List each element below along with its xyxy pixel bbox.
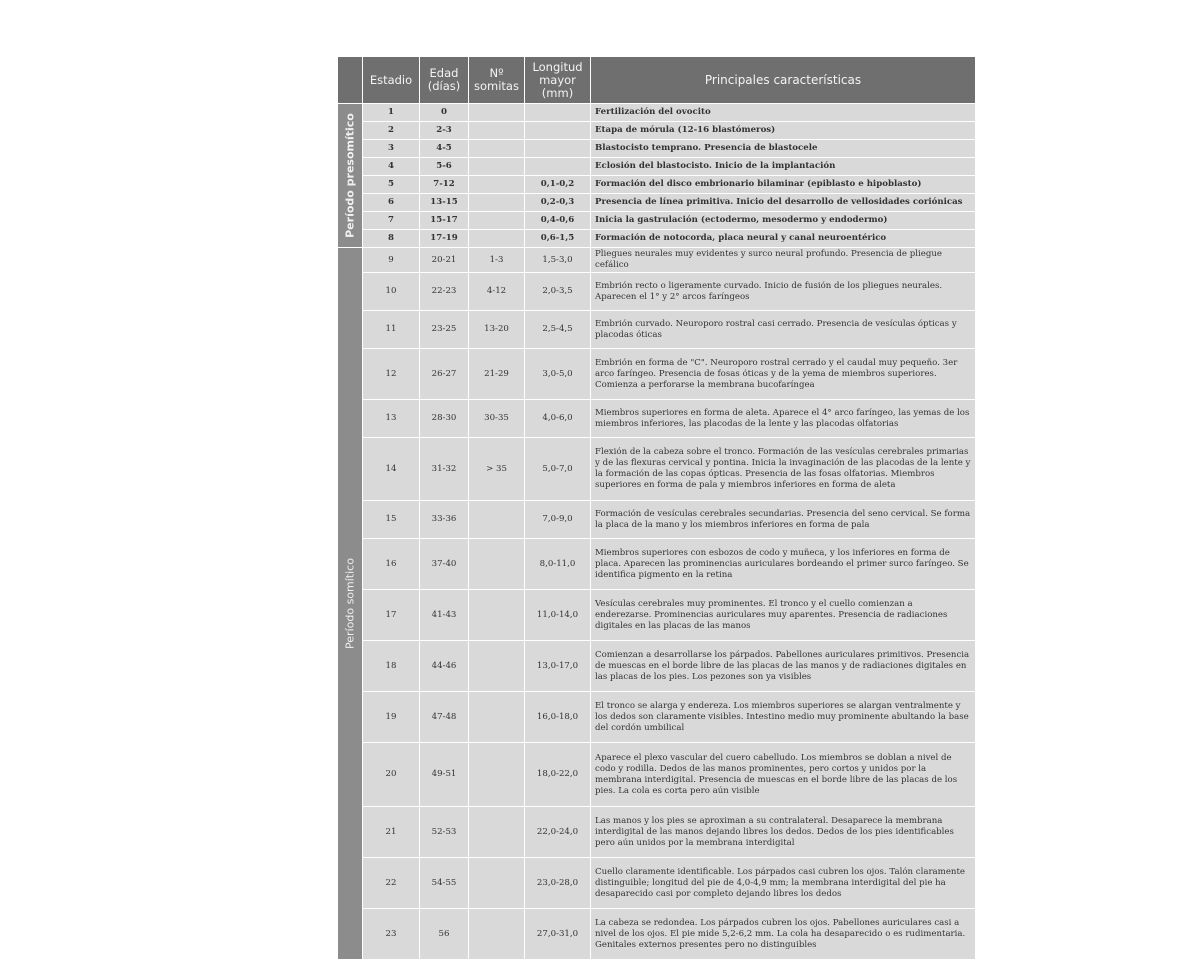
period-label-text: Período somítico <box>343 558 357 649</box>
cell-length: 27,0-31,0 <box>525 909 591 960</box>
cell-length <box>525 158 591 176</box>
cell-features: Cuello claramente identificable. Los párpados casi cubren los ojos. Talón claramente distinguible; longitud del pie de 4,0-4,9 mm; la membrana interdigital del pie ha desaparecido casi por completo dejando libres los dedos <box>591 858 976 909</box>
table-row <box>338 692 976 743</box>
cell-age: 49-51 <box>420 743 469 807</box>
header-length: Longitud mayor (mm) <box>525 57 591 104</box>
table-row <box>338 807 976 858</box>
cell-stage: 15 <box>363 501 420 539</box>
cell-somites <box>469 501 525 539</box>
table-row <box>338 438 976 501</box>
cell-stage: 22 <box>363 858 420 909</box>
cell-length: 7,0-9,0 <box>525 501 591 539</box>
cell-stage: 4 <box>363 158 420 176</box>
cell-length: 2,0-3,5 <box>525 273 591 311</box>
cell-features: Miembros superiores con esbozos de codo y muñeca, y los inferiores en forma de placa. Aparecen las prominencias auriculares bordeando el primer surco faríngeo. Se identifica pigmento en la retina <box>591 539 976 590</box>
period-somitic-label <box>338 248 363 960</box>
cell-age: 0 <box>420 104 469 122</box>
cell-length: 8,0-11,0 <box>525 539 591 590</box>
cell-age: 33-36 <box>420 501 469 539</box>
table-row <box>338 311 976 349</box>
cell-stage: 1 <box>363 104 420 122</box>
cell-features: Formación de vesículas cerebrales secundarias. Presencia del seno cervical. Se forma la placa de la mano y los miembros inferiores en forma de pala <box>591 501 976 539</box>
cell-somites <box>469 230 525 248</box>
header-somites: Nº somitas <box>469 57 525 104</box>
cell-age: 4-5 <box>420 140 469 158</box>
cell-somites: 13-20 <box>469 311 525 349</box>
cell-age: 44-46 <box>420 641 469 692</box>
table-row <box>338 743 976 807</box>
cell-stage: 14 <box>363 438 420 501</box>
cell-age: 52-53 <box>420 807 469 858</box>
header-corner <box>338 57 363 104</box>
cell-length: 13,0-17,0 <box>525 641 591 692</box>
cell-length: 2,5-4,5 <box>525 311 591 349</box>
cell-stage: 5 <box>363 176 420 194</box>
table-row <box>338 349 976 400</box>
cell-somites <box>469 641 525 692</box>
cell-features: Aparece el plexo vascular del cuero cabelludo. Los miembros se doblan a nivel de codo y rodilla. Dedos de las manos prominentes, pero cortos y unidos por la membrana interdigital. Presencia de muescas en el borde libre de las placas de los pies. La cola es corta pero aún visible <box>591 743 976 807</box>
cell-somites <box>469 158 525 176</box>
table-row <box>338 539 976 590</box>
cell-age: 56 <box>420 909 469 960</box>
cell-stage: 7 <box>363 212 420 230</box>
cell-features: Blastocisto temprano. Presencia de blastocele <box>591 140 976 158</box>
cell-features: Formación del disco embrionario bilaminar (epiblasto e hipoblasto) <box>591 176 976 194</box>
cell-features: Embrión curvado. Neuroporo rostral casi cerrado. Presencia de vesículas ópticas y placodas óticas <box>591 311 976 349</box>
cell-age: 22-23 <box>420 273 469 311</box>
cell-somites <box>469 858 525 909</box>
table-row <box>338 104 976 122</box>
cell-stage: 6 <box>363 194 420 212</box>
cell-age: 47-48 <box>420 692 469 743</box>
cell-somites <box>469 194 525 212</box>
cell-features: Vesículas cerebrales muy prominentes. El tronco y el cuello comienzan a enderezarse. Prominencias auriculares muy aparentes. Presencia de radiaciones digitales en las placas de las manos <box>591 590 976 641</box>
cell-somites <box>469 692 525 743</box>
header-age: Edad (días) <box>420 57 469 104</box>
cell-length: 0,6-1,5 <box>525 230 591 248</box>
cell-stage: 12 <box>363 349 420 400</box>
table-row <box>338 590 976 641</box>
table-row <box>338 176 976 194</box>
cell-length: 18,0-22,0 <box>525 743 591 807</box>
cell-somites <box>469 909 525 960</box>
header-features: Principales características <box>591 57 976 104</box>
cell-stage: 13 <box>363 400 420 438</box>
cell-age: 41-43 <box>420 590 469 641</box>
table-row <box>338 400 976 438</box>
cell-features: Flexión de la cabeza sobre el tronco. Formación de las vesículas cerebrales primarias y de las flexuras cervical y pontina. Inicia la invaginación de las placodas de la lente y la formación de las copas ópticas. Presencia de las fosas olfatorias. Miembros superiores en forma de pala y miembros inferiores en forma de aleta <box>591 438 976 501</box>
table-row <box>338 230 976 248</box>
cell-length <box>525 140 591 158</box>
cell-somites: 4-12 <box>469 273 525 311</box>
cell-somites <box>469 212 525 230</box>
table-row <box>338 194 976 212</box>
cell-somites <box>469 743 525 807</box>
cell-somites: 1-3 <box>469 248 525 273</box>
cell-somites: 21-29 <box>469 349 525 400</box>
cell-age: 20-21 <box>420 248 469 273</box>
cell-stage: 17 <box>363 590 420 641</box>
table-body <box>338 104 976 960</box>
cell-stage: 23 <box>363 909 420 960</box>
cell-age: 15-17 <box>420 212 469 230</box>
cell-stage: 3 <box>363 140 420 158</box>
table-row <box>338 858 976 909</box>
cell-stage: 8 <box>363 230 420 248</box>
cell-features: El tronco se alarga y endereza. Los miembros superiores se alargan ventralmente y los dedos son claramente visibles. Intestino medio muy prominente abultando la base del cordón umbilical <box>591 692 976 743</box>
cell-features: Miembros superiores en forma de aleta. Aparece el 4° arco faríngeo, las yemas de los miembros inferiores, las placodas de la lente y las placodas olfatorias <box>591 400 976 438</box>
cell-age: 28-30 <box>420 400 469 438</box>
cell-length: 0,4-0,6 <box>525 212 591 230</box>
cell-stage: 19 <box>363 692 420 743</box>
cell-length: 0,1-0,2 <box>525 176 591 194</box>
period-label-text: Período presomítico <box>343 113 357 238</box>
cell-somites <box>469 104 525 122</box>
cell-somites <box>469 590 525 641</box>
cell-somites <box>469 140 525 158</box>
table-row <box>338 158 976 176</box>
cell-age: 54-55 <box>420 858 469 909</box>
cell-stage: 18 <box>363 641 420 692</box>
cell-features: Las manos y los pies se aproximan a su contralateral. Desaparece la membrana interdigital de las manos dejando libres los dedos. Dedos de los pies identificables pero aún unidos por la membrana interdigital <box>591 807 976 858</box>
cell-stage: 21 <box>363 807 420 858</box>
cell-length: 5,0-7,0 <box>525 438 591 501</box>
cell-features: Embrión en forma de "C". Neuroporo rostral cerrado y el caudal muy pequeño. 3er arco faríngeo. Presencia de fosas óticas y de la yema de miembros superiores. Comienza a perforarse la membrana bucofaríngea <box>591 349 976 400</box>
cell-features: Eclosión del blastocisto. Inicio de la implantación <box>591 158 976 176</box>
cell-features: Inicia la gastrulación (ectodermo, mesodermo y endodermo) <box>591 212 976 230</box>
table-row <box>338 501 976 539</box>
cell-age: 26-27 <box>420 349 469 400</box>
cell-length <box>525 122 591 140</box>
cell-length: 23,0-28,0 <box>525 858 591 909</box>
period-presomitic-label <box>338 104 363 248</box>
cell-somites <box>469 176 525 194</box>
cell-features: Embrión recto o ligeramente curvado. Inicio de fusión de los pliegues neurales. Aparecen el 1° y 2° arcos faríngeos <box>591 273 976 311</box>
cell-length: 3,0-5,0 <box>525 349 591 400</box>
cell-length: 1,5-3,0 <box>525 248 591 273</box>
cell-stage: 20 <box>363 743 420 807</box>
cell-features: Comienzan a desarrollarse los párpados. Pabellones auriculares primitivos. Presencia de muescas en el borde libre de las placas de las manos y de radiaciones digitales en las placas de los pies. Los pezones son ya visibles <box>591 641 976 692</box>
cell-length: 4,0-6,0 <box>525 400 591 438</box>
cell-stage: 16 <box>363 539 420 590</box>
cell-age: 13-15 <box>420 194 469 212</box>
cell-somites <box>469 539 525 590</box>
cell-somites: > 35 <box>469 438 525 501</box>
cell-features: Presencia de línea primitiva. Inicio del desarrollo de vellosidades coriónicas <box>591 194 976 212</box>
cell-age: 2-3 <box>420 122 469 140</box>
cell-length: 0,2-0,3 <box>525 194 591 212</box>
cell-length: 16,0-18,0 <box>525 692 591 743</box>
cell-age: 31-32 <box>420 438 469 501</box>
table-row <box>338 122 976 140</box>
cell-stage: 11 <box>363 311 420 349</box>
cell-age: 23-25 <box>420 311 469 349</box>
table-row <box>338 909 976 960</box>
header-stage: Estadio <box>363 57 420 104</box>
cell-length: 11,0-14,0 <box>525 590 591 641</box>
cell-somites: 30-35 <box>469 400 525 438</box>
cell-length <box>525 104 591 122</box>
cell-stage: 9 <box>363 248 420 273</box>
cell-age: 5-6 <box>420 158 469 176</box>
cell-features: Etapa de mórula (12-16 blastómeros) <box>591 122 976 140</box>
table-row <box>338 212 976 230</box>
cell-features: Pliegues neurales muy evidentes y surco neural profundo. Presencia de pliegue cefálico <box>591 248 976 273</box>
cell-age: 7-12 <box>420 176 469 194</box>
table-row <box>338 248 976 273</box>
cell-stage: 10 <box>363 273 420 311</box>
table-row <box>338 140 976 158</box>
cell-features: Fertilización del ovocito <box>591 104 976 122</box>
cell-length: 22,0-24,0 <box>525 807 591 858</box>
cell-somites <box>469 807 525 858</box>
table-row <box>338 641 976 692</box>
cell-age: 37-40 <box>420 539 469 590</box>
embryonic-stages-table-container <box>337 56 975 960</box>
cell-features: Formación de notocorda, placa neural y canal neuroentérico <box>591 230 976 248</box>
header-row <box>338 57 976 104</box>
cell-features: La cabeza se redondea. Los párpados cubren los ojos. Pabellones auriculares casi a nivel de los ojos. El pie mide 5,2-6,2 mm. La cola ha desaparecido o es rudimentaria. Genitales externos presentes pero no distinguibles <box>591 909 976 960</box>
cell-age: 17-19 <box>420 230 469 248</box>
cell-somites <box>469 122 525 140</box>
cell-stage: 2 <box>363 122 420 140</box>
embryonic-stages-table <box>337 56 976 960</box>
table-row <box>338 273 976 311</box>
